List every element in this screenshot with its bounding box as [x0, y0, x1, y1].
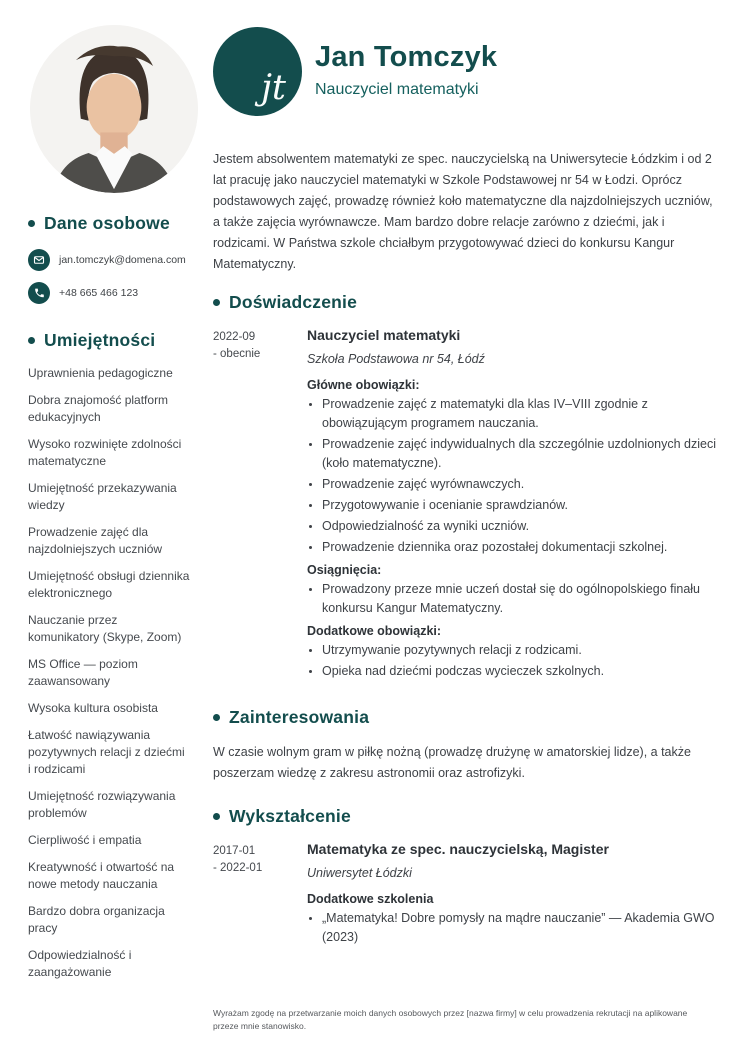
monogram-initials: jt [261, 68, 286, 108]
duty-item: • Prowadzenie zajęć indywidualnych dla szczególnie uzdolnionych dzieci (koło matematyczne). [322, 435, 720, 473]
duty-item: • Odpowiedzialność za wyniki uczniów. [322, 517, 720, 536]
education-heading-label: Wykształcenie [229, 806, 351, 826]
date-to: - obecnie [213, 348, 261, 360]
profile-summary: Jestem absolwentem matematyki ze spec. nauczycielską na Uniwersytecie Łódzkim i od 2 lat pracuję jako nauczyciel matematyki w Szkole Podstawowej nr 54 w Łodzi. Oprócz podstawowych zajęć, prowadzę również koło matematyczne dla najzdolniejszych uczniów, a także zajęcia wyrównawcze. Mam bardzo dobre relacje zarówno z dziećmi, jak i rodzicami. W Państwa szkole chciałbym przygotowywać dzieci do konkursu Kangur Matematyczny. [213, 152, 713, 271]
duty-item: • Prowadzenie zajęć z matematyki dla klas IV–VIII zgodnie z obowiązującym programem nauczania. [322, 395, 720, 433]
heading-bullet-icon [28, 337, 35, 344]
candidate-name: Jan Tomczyk [315, 41, 498, 73]
skill-item: Nauczanie przez komunikatory (Skype, Zoom) [28, 613, 182, 644]
skill-item: Umiejętność obsługi dziennika elektronicznego [28, 569, 190, 600]
phone-icon [28, 282, 50, 304]
section-heading-experience [213, 292, 720, 313]
identity-text [315, 27, 497, 99]
skills-list [28, 365, 199, 981]
section-heading-skills [28, 330, 199, 351]
duty-item: • Prowadzenie zajęć wyrównawczych. [322, 475, 720, 494]
heading-bullet-icon [213, 714, 220, 721]
skill-item: MS Office — poziom zaawansowany [28, 657, 138, 688]
skill-item: Umiejętność rozwiązywania problemów [28, 789, 176, 820]
job-title: Nauczyciel matematyki [307, 327, 461, 343]
section-heading-education [213, 806, 720, 827]
skill-item: Łatwość nawiązywania pozytywnych relacji z dziećmi i rodzicami [28, 728, 185, 776]
skill-item: Wysoka kultura osobista [28, 701, 158, 715]
extra-duty-item: • Utrzymywanie pozytywnych relacji z rodzicami. [322, 641, 720, 660]
entry-dates [213, 327, 307, 683]
duty-list [307, 395, 720, 557]
employer: Szkoła Podstawowa nr 54, Łódź [307, 352, 485, 366]
heading-bullet-icon [213, 299, 220, 306]
heading-bullet-icon [213, 813, 220, 820]
email-icon [28, 249, 50, 271]
personal-heading-label: Dane osobowe [44, 213, 170, 233]
skill-item: Uprawnienia pedagogiczne [28, 366, 173, 380]
profile-photo [30, 25, 198, 193]
skill-item: Umiejętność przekazywania wiedzy [28, 481, 177, 512]
entry-body [307, 327, 720, 683]
monogram-badge [213, 27, 302, 116]
date-from: 2022-09 [213, 331, 256, 343]
skill-item: Odpowiedzialność i zaangażowanie [28, 948, 132, 979]
identity-header [213, 27, 720, 116]
extra-duty-item: • Opieka nad dziećmi podczas wycieczek szkolnych. [322, 662, 720, 681]
duty-item: • Prowadzenie dziennika oraz pozostałej dokumentacji szkolnej. [322, 538, 720, 557]
entry-dates [213, 841, 307, 949]
skill-item: Kreatywność i otwartość na nowe metody nauczania [28, 860, 175, 891]
phone-row [28, 282, 199, 304]
degree-title: Matematyka ze spec. nauczycielską, Magister [307, 841, 609, 857]
duty-item: • Przygotowywanie i ocenianie sprawdzianów. [322, 496, 720, 515]
extra-duties-group-label: Dodatkowe obowiązki: [307, 624, 442, 638]
interests-text: W czasie wolnym gram w piłkę nożną (prowadzę drużynę w amatorskiej lidze), a także poszerzam wiedzę z zakresu astronomii oraz astrofizyki. [213, 745, 691, 780]
experience-heading-label: Doświadczenie [229, 292, 358, 312]
date-from: 2017-01 [213, 845, 256, 857]
interests-heading-label: Zainteresowania [229, 707, 370, 727]
achievement-item: • Prowadzony przeze mnie uczeń dostał się do ogólnopolskiego finału konkursu Kangur Matematyczny. [322, 580, 720, 618]
date-to: - 2022-01 [213, 862, 263, 874]
skill-item: Wysoko rozwinięte zdolności matematyczne [28, 437, 182, 468]
extra-duties-list [307, 641, 720, 681]
achievements-group-label: Osiągnięcia: [307, 563, 382, 577]
training-group-label: Dodatkowe szkolenia [307, 892, 434, 906]
skill-item: Dobra znajomość platform edukacyjnych [28, 393, 169, 424]
sidebar [0, 0, 213, 991]
section-heading-personal [28, 213, 199, 234]
footer-consent: Wyrażam zgodę na przetwarzanie moich danych osobowych przez [nazwa firmy] w celu prowadzenia rekrutacji na aplikowane przeze mnie stanowisko. [213, 1008, 688, 1031]
training-list [307, 909, 720, 947]
contact-list [28, 249, 199, 304]
school-name: Uniwersytet Łódzki [307, 866, 412, 880]
section-heading-interests [213, 707, 720, 728]
candidate-title: Nauczyciel matematyki [315, 81, 479, 98]
main-column [213, 0, 735, 949]
heading-bullet-icon [28, 220, 35, 227]
training-item: • „Matematyka! Dobre pomysły na mądre nauczanie” — Akademia GWO (2023) [322, 909, 720, 947]
email-row [28, 249, 199, 271]
achievements-list [307, 580, 720, 618]
education-entry [213, 841, 720, 949]
skill-item: Cierpliwość i empatia [28, 833, 142, 847]
email-value[interactable]: jan.tomczyk@domena.com [59, 254, 186, 266]
entry-body [307, 841, 720, 949]
skills-heading-label: Umiejętności [44, 330, 156, 350]
experience-entry [213, 327, 720, 683]
phone-value[interactable]: +48 665 466 123 [59, 287, 139, 299]
skill-item: Bardzo dobra organizacja pracy [28, 904, 165, 935]
portrait-illustration [30, 25, 198, 193]
duty-group-label: Główne obowiązki: [307, 378, 420, 392]
skill-item: Prowadzenie zajęć dla najzdolniejszych uczniów [28, 525, 163, 556]
